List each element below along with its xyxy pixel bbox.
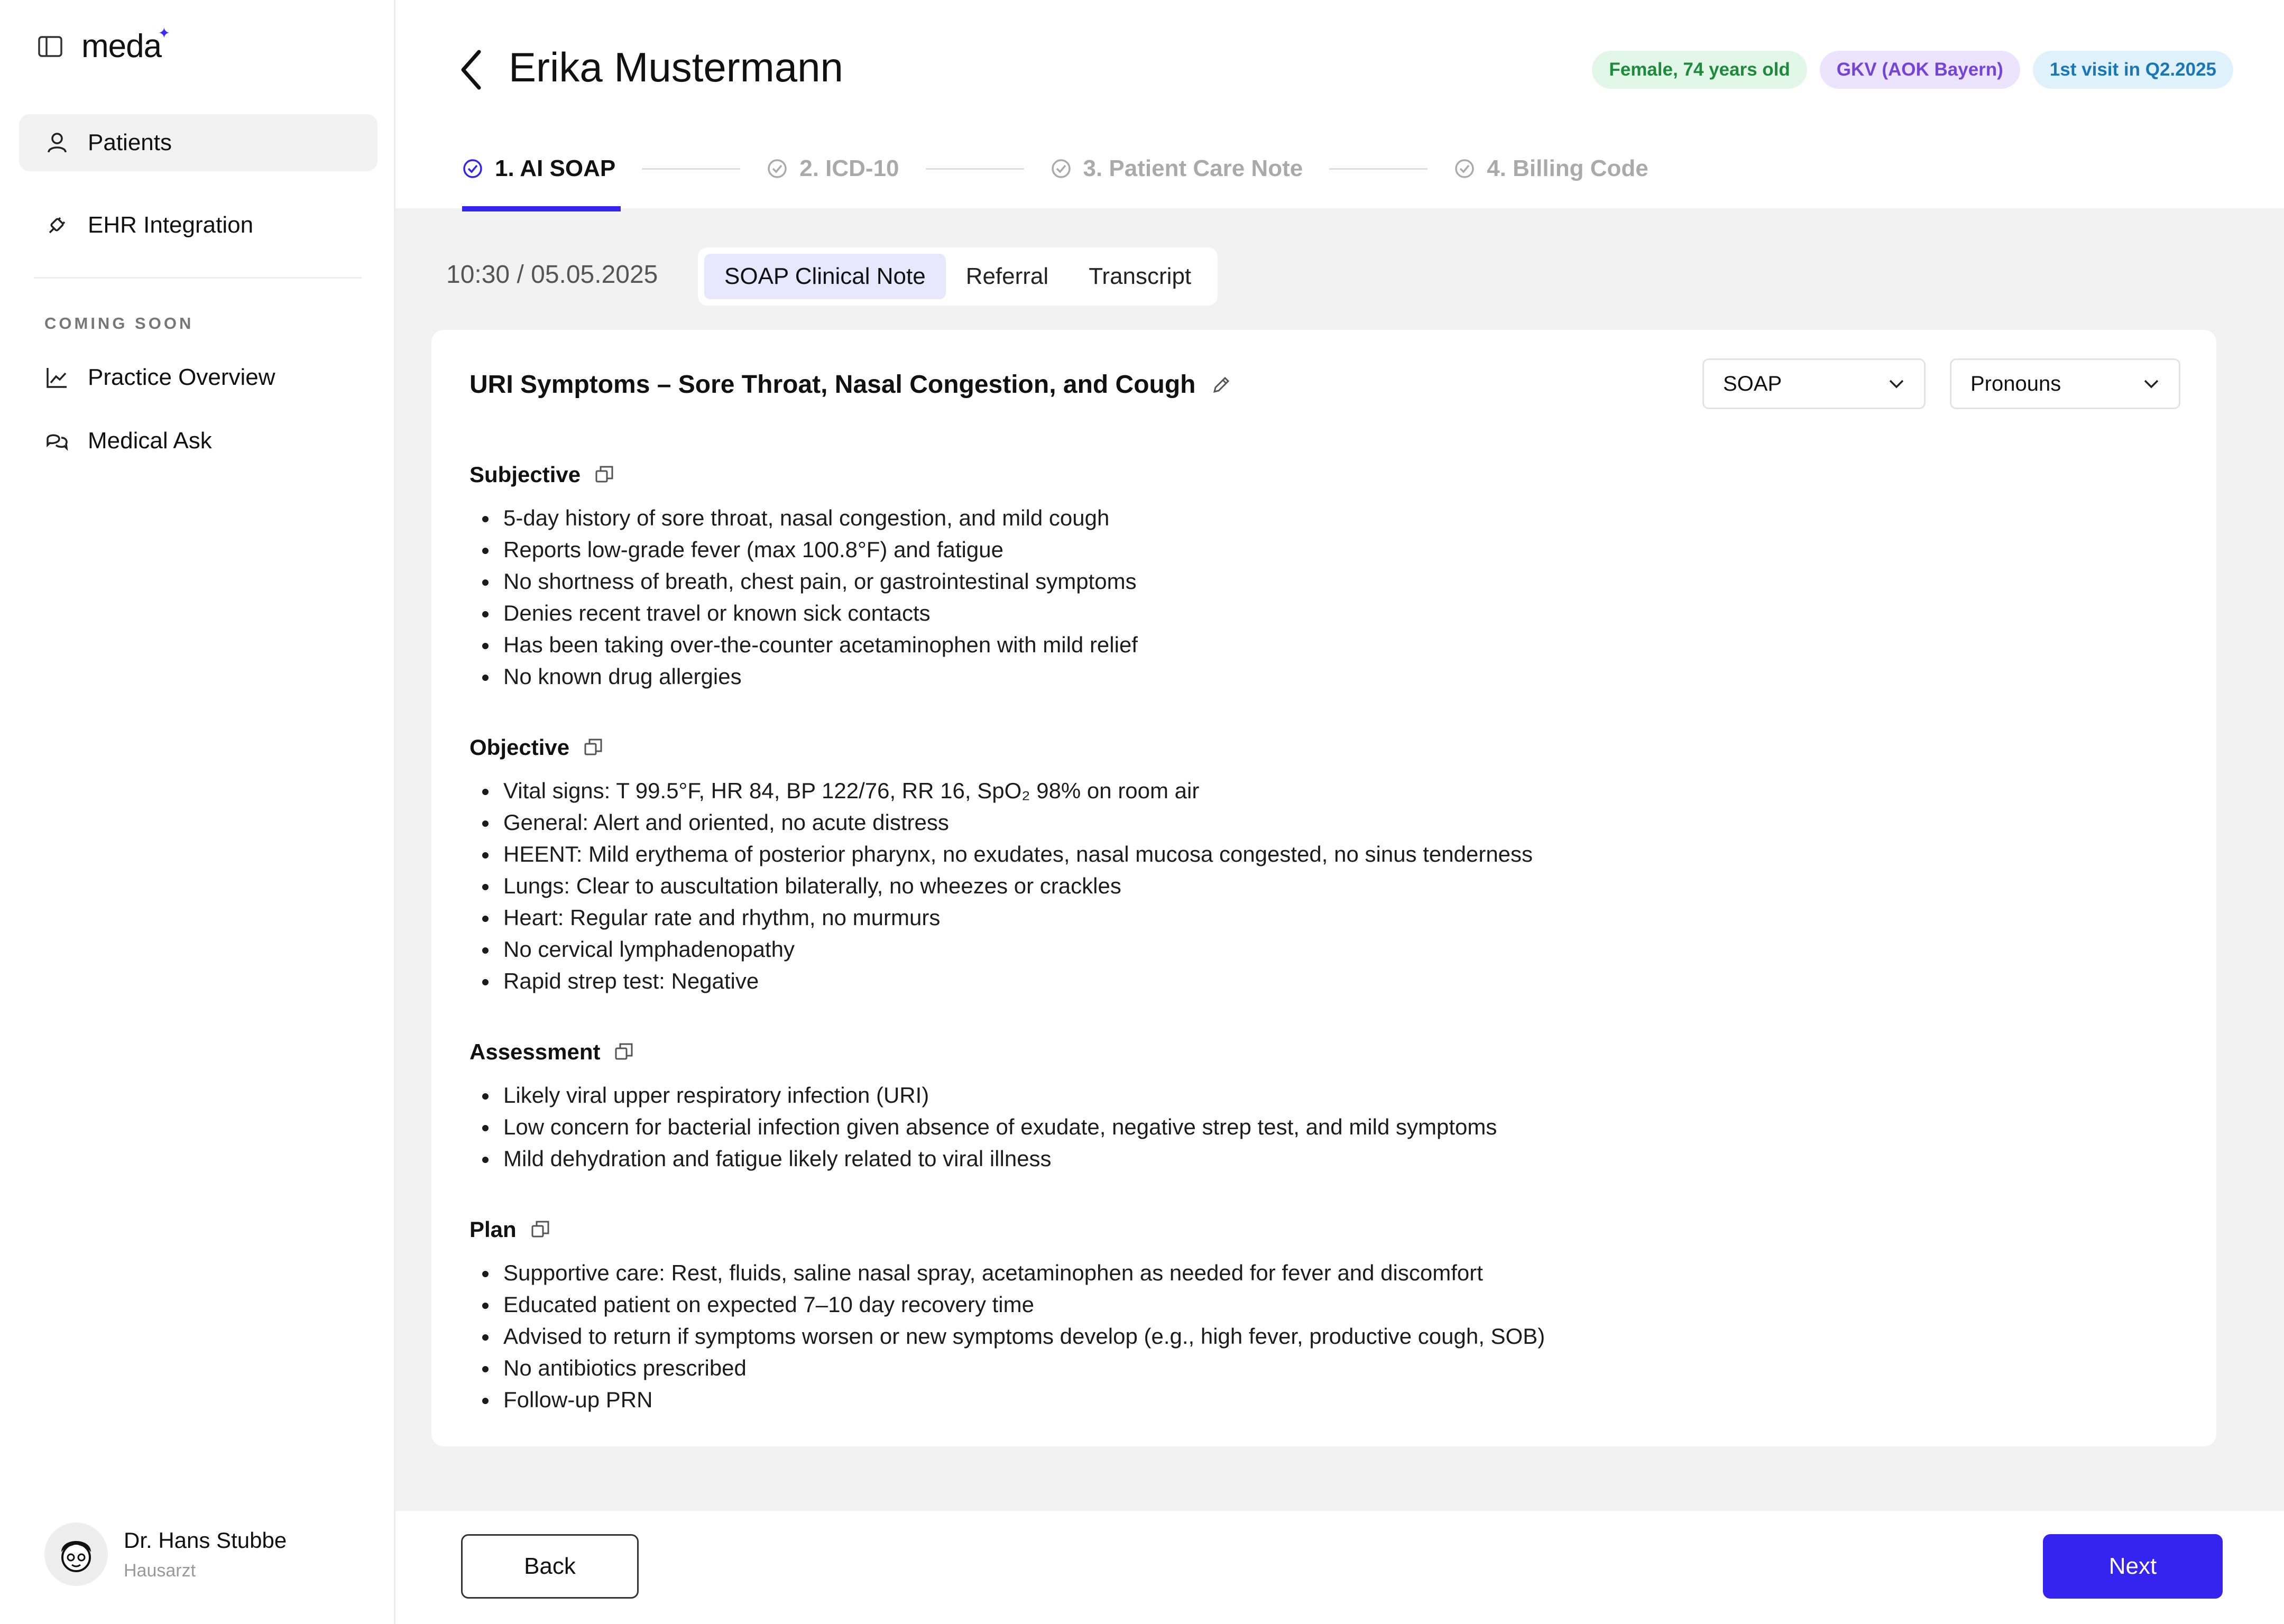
tab-referral[interactable]: Referral: [965, 263, 1049, 289]
section-heading-text: Plan: [469, 1217, 517, 1242]
chevron-down-icon: [2143, 379, 2160, 389]
step-label: 1. AI SOAP: [495, 155, 616, 181]
tab-soap-clinical-note[interactable]: SOAP Clinical Note: [704, 254, 946, 299]
step-connector: [926, 168, 1024, 170]
list-item: Supportive care: Rest, fluids, saline nasal spray, acetaminophen as needed for fever and discomfort: [469, 1257, 1545, 1289]
pronouns-select-value: Pronouns: [1970, 372, 2061, 395]
gender-age-badge: Female, 74 years old: [1592, 51, 1807, 89]
section-plan: [469, 1214, 1545, 1416]
section-heading-text: Subjective: [469, 462, 581, 487]
user-icon: [45, 131, 69, 154]
pronouns-select[interactable]: [1950, 358, 2180, 409]
section-heading: [469, 732, 1533, 763]
patient-name: Erika Mustermann: [509, 44, 843, 90]
workflow-steps: [462, 150, 1648, 187]
section-heading: [469, 1036, 1497, 1068]
check-circle-icon: [1454, 158, 1475, 179]
section-subjective: [469, 459, 1138, 693]
chevron-down-icon: [1888, 379, 1905, 389]
step-connector: [642, 168, 740, 170]
note-title: URI Symptoms – Sore Throat, Nasal Congestion, and Cough: [469, 371, 1196, 399]
sidebar-divider: [34, 277, 362, 279]
check-circle-icon: [462, 158, 483, 179]
sidebar-item-label: EHR Integration: [88, 212, 254, 238]
list-item: Low concern for bacterial infection given absence of exudate, negative strep test, and mild symptoms: [469, 1111, 1497, 1143]
list-item: Mild dehydration and fatigue likely related to viral illness: [469, 1143, 1497, 1175]
template-select[interactable]: [1702, 358, 1926, 409]
list-item: Reports low-grade fever (max 100.8°F) and fatigue: [469, 534, 1138, 566]
sidebar-item-ehr-integration[interactable]: [19, 197, 377, 254]
main-content: [395, 0, 2284, 1624]
coming-soon-label: COMING SOON: [44, 314, 194, 333]
back-button[interactable]: Back: [461, 1534, 639, 1599]
chat-bubbles-icon: [45, 429, 69, 453]
next-button[interactable]: Next: [2043, 1534, 2223, 1599]
list-item: Lungs: Clear to auscultation bilaterally, no wheezes or crackles: [469, 870, 1533, 902]
app-logo: [81, 25, 170, 65]
section-heading: [469, 1214, 1545, 1245]
patient-header: [395, 0, 2284, 208]
template-select-value: SOAP: [1723, 372, 1782, 395]
plan-list: [469, 1257, 1545, 1416]
step-label: 2. ICD-10: [799, 155, 899, 181]
active-step-underline: [462, 206, 621, 211]
tab-transcript[interactable]: Transcript: [1089, 263, 1192, 289]
soap-note-card: [431, 330, 2216, 1446]
sidebar-toggle-icon[interactable]: [38, 36, 62, 57]
sidebar-item-patients[interactable]: [19, 114, 377, 171]
logo-text: meda: [81, 28, 162, 64]
chart-line-icon: [45, 366, 69, 389]
check-circle-icon: [767, 158, 788, 179]
copy-icon[interactable]: [583, 737, 603, 758]
note-tabs: [698, 247, 1218, 306]
logo-row: [38, 25, 170, 65]
list-item: Educated patient on expected 7–10 day recovery time: [469, 1289, 1545, 1321]
sidebar-item-medical-ask[interactable]: [19, 412, 377, 469]
sidebar-item-label: Practice Overview: [88, 364, 275, 390]
step-billing-code[interactable]: [1454, 150, 1648, 187]
step-icd-10[interactable]: [767, 150, 899, 187]
sidebar-item-label: Patients: [88, 130, 172, 155]
patient-badges: [1579, 51, 2233, 89]
list-item: 5-day history of sore throat, nasal congestion, and mild cough: [469, 502, 1138, 534]
visit-datetime: 10:30 / 05.05.2025: [446, 261, 658, 289]
user-name: Dr. Hans Stubbe: [124, 1527, 287, 1553]
list-item: Heart: Regular rate and rhythm, no murmurs: [469, 902, 1533, 934]
section-heading-text: Objective: [469, 735, 570, 760]
step-ai-soap[interactable]: [462, 150, 615, 187]
step-label: 4. Billing Code: [1487, 155, 1648, 181]
visit-badge: 1st visit in Q2.2025: [2033, 51, 2233, 89]
list-item: No shortness of breath, chest pain, or gastrointestinal symptoms: [469, 566, 1138, 597]
avatar-face-icon: [50, 1528, 103, 1581]
list-item: Advised to return if symptoms worsen or new symptoms develop (e.g., high fever, productive cough, SOB): [469, 1321, 1545, 1352]
step-patient-care-note[interactable]: [1051, 150, 1303, 187]
logo-star-icon: ✦: [158, 25, 170, 41]
list-item: No antibiotics prescribed: [469, 1352, 1545, 1384]
step-connector: [1329, 168, 1428, 170]
user-role: Hausarzt: [124, 1560, 196, 1581]
copy-icon[interactable]: [594, 465, 614, 485]
list-item: No cervical lymphadenopathy: [469, 934, 1533, 965]
footer-bar: [395, 1511, 2284, 1624]
section-heading-text: Assessment: [469, 1039, 601, 1064]
sidebar-item-practice-overview[interactable]: [19, 349, 377, 406]
sidebar: [0, 0, 395, 1624]
copy-icon[interactable]: [530, 1220, 550, 1240]
pencil-icon[interactable]: [1210, 374, 1232, 396]
objective-list: [469, 775, 1533, 997]
list-item: No known drug allergies: [469, 661, 1138, 693]
list-item: Rapid strep test: Negative: [469, 965, 1533, 997]
subjective-list: [469, 502, 1138, 693]
list-item: Denies recent travel or known sick contacts: [469, 597, 1138, 629]
section-objective: [469, 732, 1533, 997]
section-assessment: [469, 1036, 1497, 1175]
copy-icon[interactable]: [614, 1042, 634, 1062]
section-heading: [469, 459, 1138, 491]
list-item: Follow-up PRN: [469, 1384, 1545, 1416]
check-circle-icon: [1051, 158, 1072, 179]
insurance-badge: GKV (AOK Bayern): [1820, 51, 2020, 89]
list-item: General: Alert and oriented, no acute distress: [469, 807, 1533, 838]
user-text: [124, 1528, 287, 1581]
avatar: [44, 1522, 108, 1586]
back-chevron-icon[interactable]: [458, 49, 484, 91]
note-title-row: [469, 370, 1232, 399]
list-item: Has been taking over-the-counter acetaminophen with mild relief: [469, 629, 1138, 661]
list-item: HEENT: Mild erythema of posterior pharynx, no exudates, nasal mucosa congested, no sinus tenderness: [469, 838, 1533, 870]
list-item: Likely viral upper respiratory infection (URI): [469, 1079, 1497, 1111]
plug-icon: [45, 214, 69, 237]
step-label: 3. Patient Care Note: [1083, 155, 1303, 181]
user-profile[interactable]: [44, 1522, 287, 1586]
list-item: Vital signs: T 99.5°F, HR 84, BP 122/76, RR 16, SpO₂ 98% on room air: [469, 775, 1533, 807]
sidebar-item-label: Medical Ask: [88, 428, 212, 454]
assessment-list: [469, 1079, 1497, 1175]
